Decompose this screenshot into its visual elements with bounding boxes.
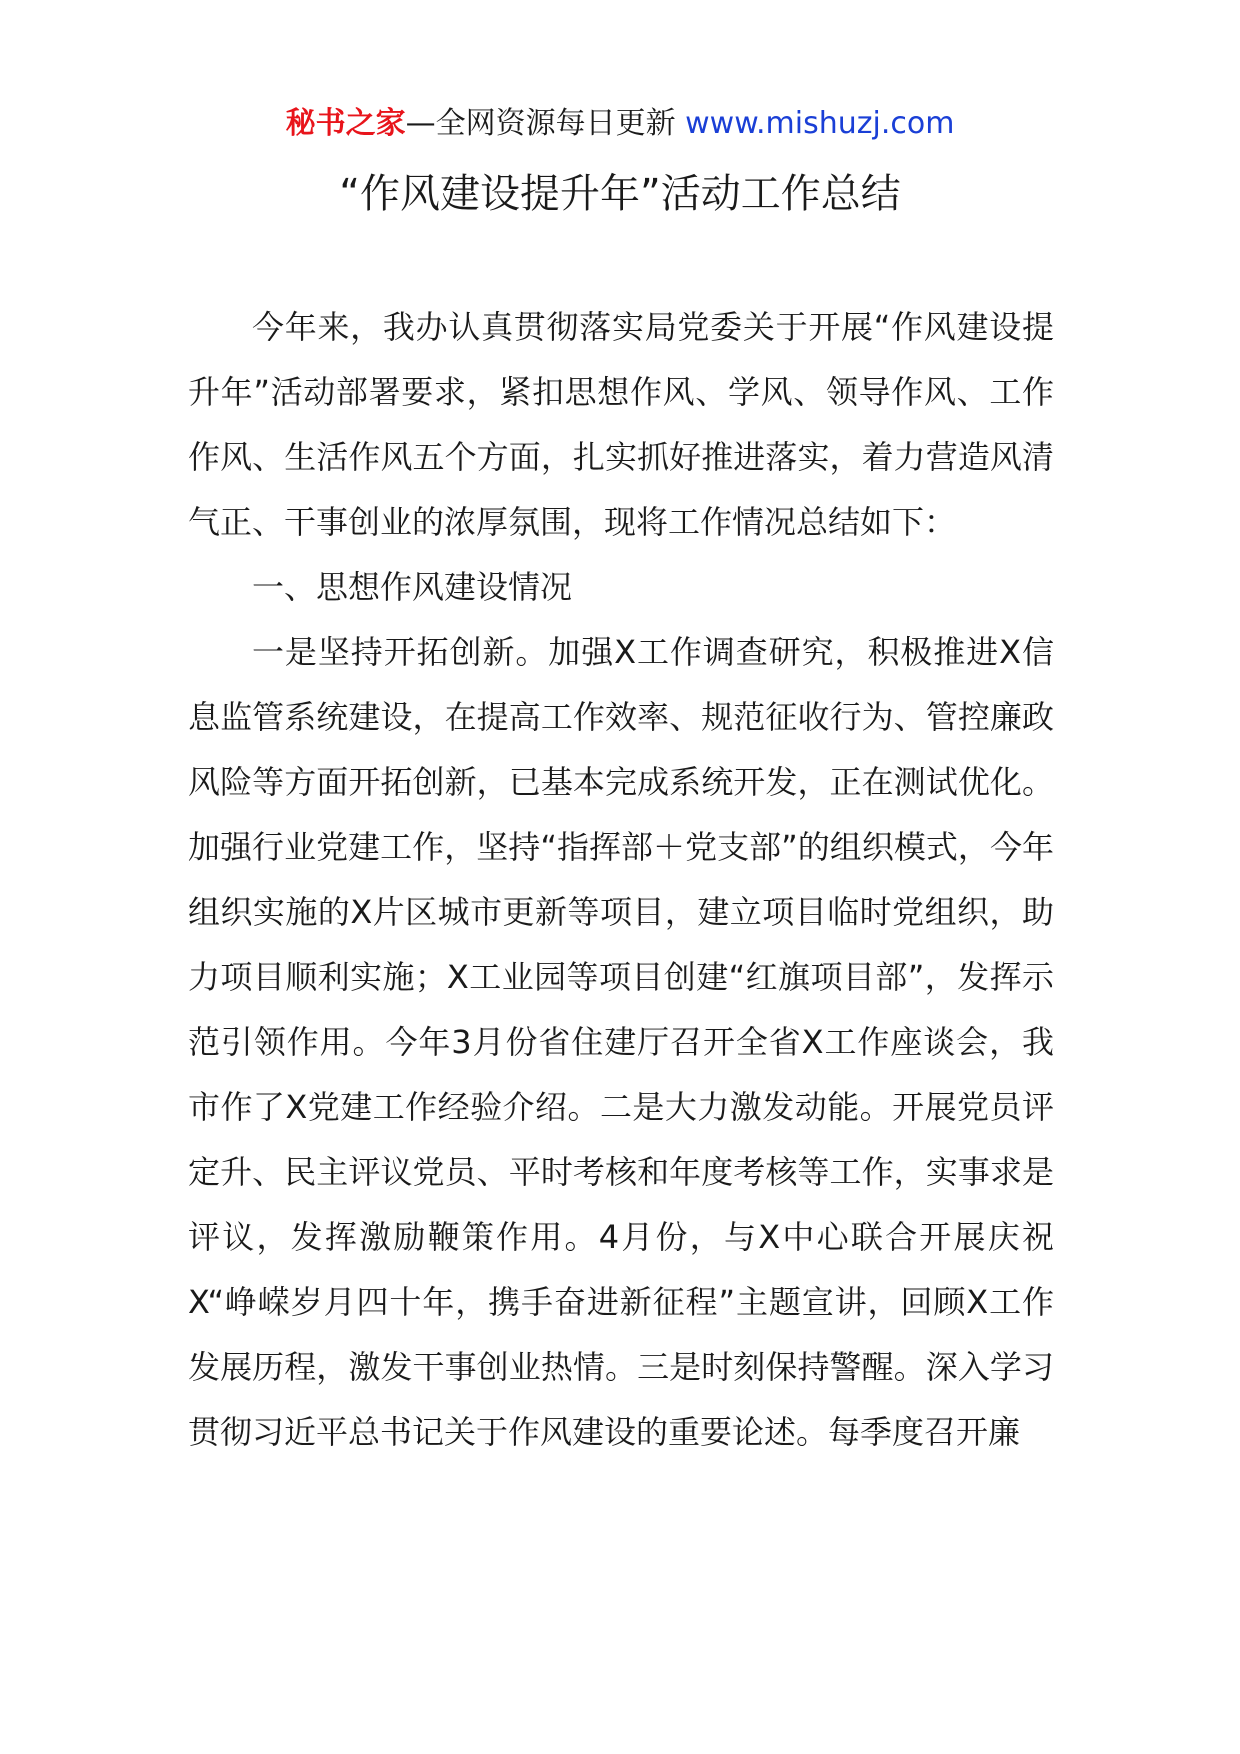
banner-tagline: —全网资源每日更新 (405, 106, 686, 141)
body-paragraph: 一是坚持开拓创新。加强X工作调查研究，积极推进X信息监管系统建设，在提高工作效率、规范征收行为、管控廉政风险等方面开拓创新，已基本完成系统开发，正在测试优化。加强行业党建工作，坚持“指挥部＋党支部”的组织模式，今年组织实施的X片区城市更新等项目，建立项目临时党组织，助力项目顺利实施；X工业园等项目创建“红旗项目部”，发挥示范引领作用。今年3月份省住建厅召开全省X工作座谈会，我市作了X党建工作经验介绍。二是大力激发动能。开展党员评定升、民主评议党员、平时考核和年度考核等工作，实事求是评议，发挥激励鞭策作用。4月份，与X中心联合开展庆祝X“峥嵘岁月四十年，携手奋进新征程”主题宣讲，回顾X工作发展历程，激发干事创业热情。三是时刻保持警醒。深入学习贯彻习近平总书记关于作风建设的重要论述。每季度召开廉 (188, 633, 1054, 1451)
site-banner (0, 104, 1240, 144)
brand-name: 秘书之家 (285, 106, 406, 141)
site-url-link[interactable]: www.mishuzj.com (685, 106, 955, 141)
section-heading: 一、思想作风建设情况 (252, 568, 573, 606)
document-body (188, 295, 1054, 1465)
document-title: “作风建设提升年”活动工作总结 (339, 171, 901, 217)
intro-paragraph: 今年来，我办认真贯彻落实局党委关于开展“作风建设提升年”活动部署要求，紧扣思想作风、学风、领导作风、工作作风、生活作风五个方面，扎实抓好推进落实，着力营造风清气正、干事创业的浓厚氛围，现将工作情况总结如下： (188, 308, 1054, 541)
